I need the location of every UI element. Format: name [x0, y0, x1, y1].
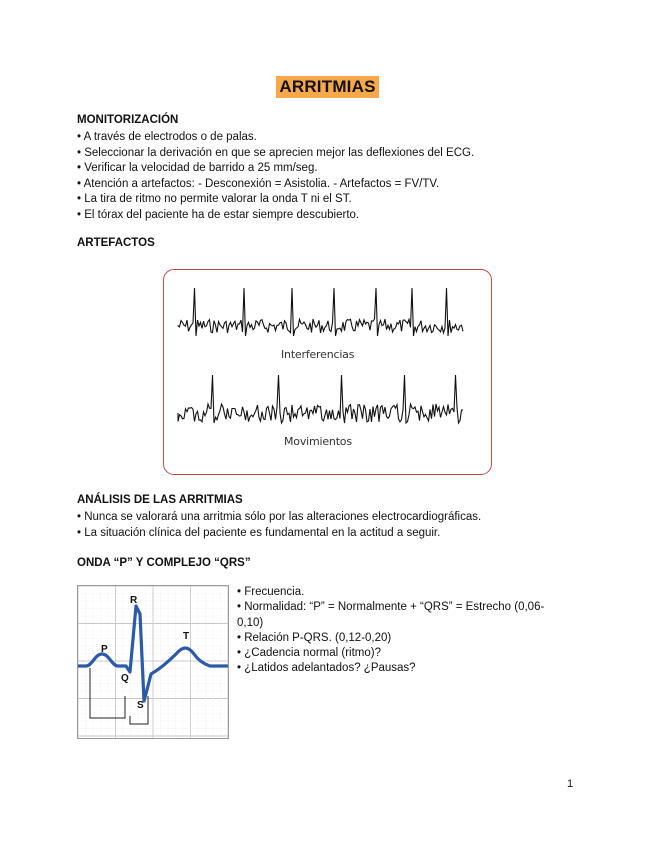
ecg-complex-figure	[77, 585, 229, 739]
label-q: Q	[121, 673, 129, 684]
list-item: • Seleccionar la derivación en que se aprecien mejor las deflexiones del ECG.	[77, 146, 474, 162]
label-p: P	[101, 644, 108, 655]
interference-trace	[178, 288, 463, 336]
list-item: • Nunca se valorará una arritmia sólo por las alteraciones electrocardiográficas.	[77, 510, 481, 526]
artefact-figure	[163, 269, 492, 475]
list-item: • El tórax del paciente ha de estar siempre descubierto.	[77, 208, 474, 224]
onda-list	[237, 585, 557, 677]
baseline-bracket-left	[90, 668, 125, 718]
monitorizacion-list	[77, 130, 474, 224]
list-item: • La situación clínica del paciente es fundamental en la actitud a seguir.	[77, 526, 481, 542]
list-item: • Atención a artefactos: - Desconexión = Asistolia. - Artefactos = FV/TV.	[77, 177, 474, 193]
label-r: R	[130, 595, 138, 606]
section-heading-artefactos: ARTEFACTOS	[77, 237, 155, 249]
section-heading-onda: ONDA “P” Y COMPLEJO “QRS”	[77, 557, 251, 569]
movement-trace	[178, 375, 463, 423]
list-item: • Verificar la velocidad de barrido a 25 mm/seg.	[77, 161, 474, 177]
ecg-grid	[78, 586, 228, 738]
list-item: • ¿Latidos adelantados? ¿Pausas?	[237, 661, 557, 676]
page-title: ARRITMIAS	[276, 76, 378, 98]
label-s: S	[137, 700, 144, 711]
list-item: • ¿Cadencia normal (ritmo)?	[237, 646, 557, 661]
label-t: T	[183, 631, 190, 642]
caption-movimientos: Movimientos	[284, 435, 352, 448]
section-heading-monitorizacion: MONITORIZACIÓN	[77, 114, 179, 126]
list-item: • A través de electrodos o de palas.	[77, 130, 474, 146]
list-item: • Relación P-QRS. (0,12-0,20)	[237, 631, 557, 646]
list-item: • La tira de ritmo no permite valorar la onda T ni el ST.	[77, 192, 474, 208]
caption-interferencias: Interferencias	[281, 348, 355, 361]
analisis-list	[77, 510, 481, 541]
ecg-complex-diagram	[78, 586, 228, 738]
list-item: • Frecuencia.	[237, 585, 557, 600]
list-item: • Normalidad: “P” = Normalmente + “QRS” = Estrecho (0,06-0,10)	[237, 600, 557, 631]
page-number: 1	[567, 778, 574, 790]
section-heading-analisis: ANÁLISIS DE LAS ARRITMIAS	[77, 494, 243, 506]
